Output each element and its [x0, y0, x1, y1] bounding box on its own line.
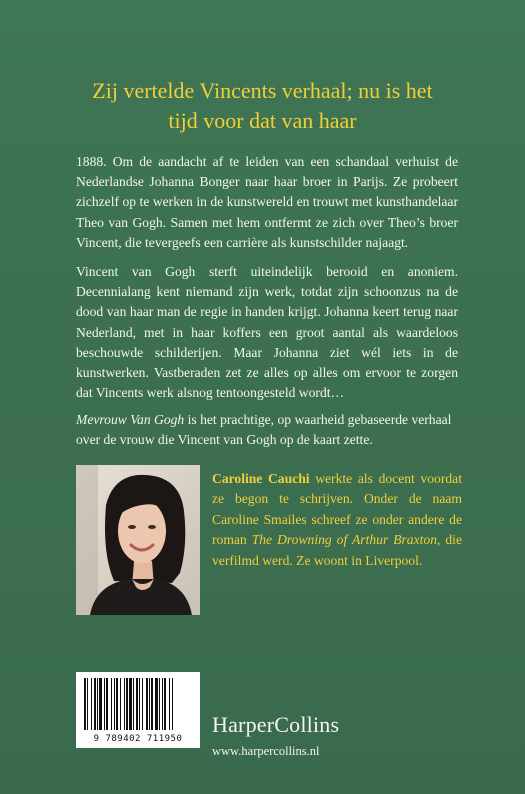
isbn-number: 9 789402 711950: [93, 734, 183, 744]
barcode-bar: [169, 678, 170, 730]
publisher-logo: HarperCollins: [212, 712, 340, 737]
barcode-bar: [155, 678, 158, 730]
author-photo: [76, 465, 200, 615]
barcode-bar: [136, 678, 138, 730]
author-bio-part-1: werkte als docent voordat ze begon te schrijven. Onder de naam Caroline Smailes schreef ze onder andere de roman: [212, 471, 462, 548]
author-book-title: The Drowning of Arthur Braxton: [251, 532, 438, 548]
blurb-paragraph-1: 1888. Om de aandacht af te leiden van een schandaal verhuist de Nederlandse Johanna Bonger naar haar broer in Parijs. Ze probeert zichzelf op te werken in de kunstwereld en trouwt met kunsthandelaar Theo van Gogh. Samen met hem ontfermt ze zich over Theo’s broer Vincent, die tevergeefs een carrière als kunstschilder najaagt.: [76, 154, 458, 250]
barcode-bar: [106, 678, 108, 730]
author-name: Caroline Cauchi: [212, 471, 310, 486]
barcode-bars: [84, 678, 192, 730]
barcode-bar: [120, 678, 121, 730]
barcode-bar: [146, 678, 148, 730]
barcode-bar: [114, 678, 115, 730]
closing-text: is het prachtige, op waarheid gebaseerde verhaal over de vrouw die Vincent van Gogh op de kaart zette.: [76, 412, 452, 448]
barcode-bar: [159, 678, 160, 730]
barcode-bar: [139, 678, 140, 730]
barcode-bar: [142, 678, 143, 730]
barcode-bar: [124, 678, 125, 730]
barcode-bar: [149, 678, 150, 730]
barcode-bar: [104, 678, 105, 730]
barcode-bar: [129, 678, 132, 730]
barcode-bar: [87, 678, 88, 730]
barcode-bar: [172, 678, 173, 730]
barcode-bar: [111, 678, 112, 730]
barcode-bar: [151, 678, 153, 730]
barcode-bar: [84, 678, 86, 730]
barcode-bar: [133, 678, 134, 730]
barcode-bar: [97, 678, 98, 730]
book-title: Mevrouw Van Gogh: [76, 412, 185, 427]
barcode-bar: [126, 678, 128, 730]
blurb-closing: [76, 410, 458, 450]
author-portrait-image: [76, 465, 200, 615]
publisher-website: www.harpercollins.nl: [212, 744, 320, 758]
author-bio: [212, 469, 462, 571]
barcode-bar: [164, 678, 166, 730]
barcode-bar: [116, 678, 118, 730]
back-cover-headline: [60, 76, 465, 136]
barcode-bar: [94, 678, 96, 730]
isbn-barcode: [76, 672, 200, 748]
headline-line-1: Zij vertelde Vincents verhaal; nu is het: [92, 78, 433, 103]
blurb-paragraph-2: Vincent van Gogh sterft uiteindelijk berooid en anoniem. Decennialang kent niemand zijn werk, totdat zijn schoonzus na de dood van haar man de regie in handen krijgt. Johanna keert terug naar Nederland, met in haar koffers een groot aantal als waardeloos beschouwde schilderijen. Maar Johanna ziet wél iets in de kunstwerken. Vastberaden zet ze alles op alles om ervoor te zorgen dat Vincents werk alsnog tentoongesteld wordt…: [76, 264, 458, 401]
barcode-bar: [99, 678, 102, 730]
headline-line-2: tijd voor dat van haar: [168, 108, 357, 133]
author-bio-part-2: , die verfilmd werd. Ze woont in Liverpool.: [212, 532, 462, 568]
barcode-bar: [162, 678, 163, 730]
barcode-bar: [91, 678, 92, 730]
